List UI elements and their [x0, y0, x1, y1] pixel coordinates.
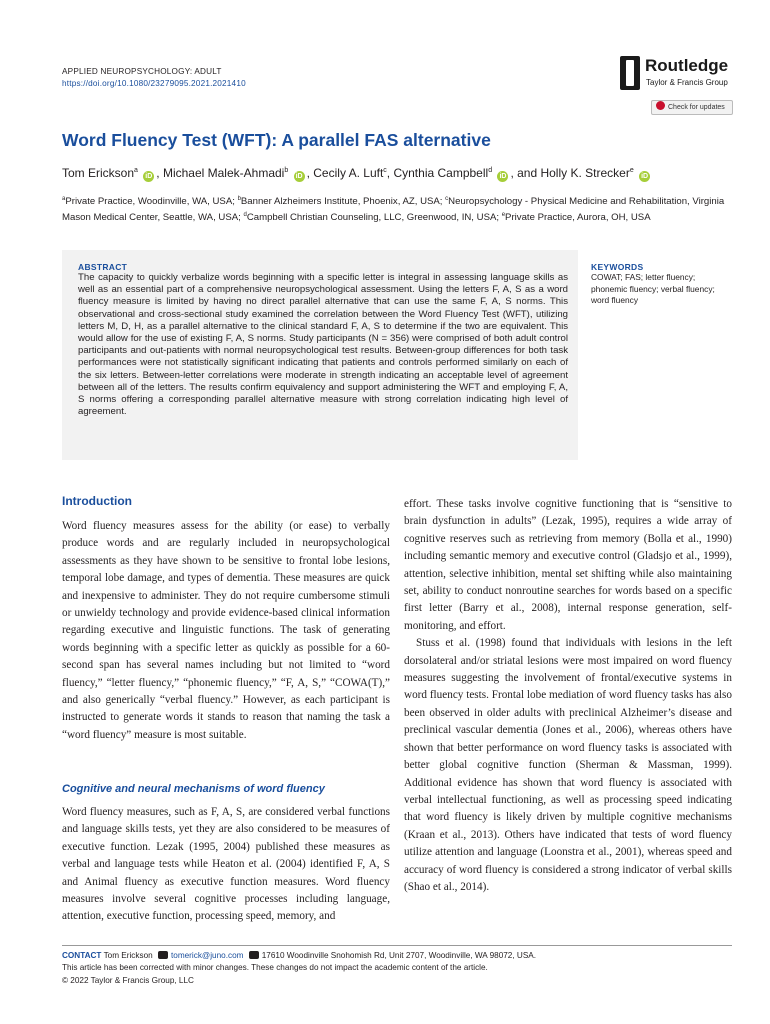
- author-affil-sup: e: [629, 167, 634, 174]
- author-name[interactable]: Michael Malek-Ahmadi: [162, 166, 285, 180]
- author-affil-sup: c: [383, 167, 387, 174]
- article-title: Word Fluency Test (WFT): A parallel FAS alternative: [62, 130, 491, 150]
- publisher-name: Routledge: [645, 56, 729, 75]
- orcid-icon[interactable]: iD: [641, 173, 649, 180]
- publisher-logo: [620, 56, 732, 92]
- paragraph: Stuss et al. (1998) found that individuals with lesions in the left dorsolateral and/or striatal lesions were most impaired on word fluency measures suggesting the involvement of frontal/executive systems in word fluency tests. Frontal lobe mediation of word fluency tasks has also been observed in older adults with preclinical Alzheimer’s disease and preclinical vascular dementia (Jones et al., 2006), whereas others have shown that better performance on word fluency tasks is associated with better global cognitive function (Sherman & Massman, 1999). Additional evidence has shown that word fluency is associated with verbal intellectual functioning, as well as processing speed indicating that word fluency is likely driven by multiple cognitive mechanisms (Kraan et al., 2013). Others have indicated that tests of word fluency utilize attention and language (Loonstra et al., 2001), whereas speed and accuracy of word fluency is considered a strong indicator of verbal skills (Shao et al., 2014).: [404, 637, 732, 893]
- right-column: [404, 496, 732, 896]
- affiliation: Banner Alzheimers Institute, Phoenix, AZ, USA;: [240, 196, 446, 208]
- check-updates-button[interactable]: [651, 100, 733, 115]
- footer-divider: [62, 945, 732, 946]
- correction-note: This article has been corrected with minor changes. These changes do not impact the academic content of the article.: [62, 963, 488, 973]
- journal-header: [62, 66, 246, 90]
- paragraph: Word fluency measures assess for the ability (or ease) to verbally produce words and are regularly included in neuropsychological assessments as they have shown to be sensitive to frontal lobe lesions, temporal lobe damage, and types of dementia. These measures are quick and inexpensive to administer. They do not require cumbersome stimuli or unwieldy technology and provide evidence-based clinical information regarding executive and linguistic functions. The task of generating words beginning with a specific letter as quickly as possible for a 60-second span has several names including but not limited to “word fluency,” “letter fluency,” “phonemic fluency,” “F, A, S,” “COWA(T),” and also generically “verbal fluency.” However, as each participant is instructed to generate words it stands to reason that naming the task a “word fluency” measure is most suitable.: [62, 520, 390, 741]
- doi-link[interactable]: https://doi.org/10.1080/23279095.2021.2021410: [62, 79, 246, 88]
- keywords-text: COWAT; FAS; letter fluency; phonemic fluency; verbal fluency; word fluency: [591, 272, 715, 306]
- email-icon: [158, 951, 168, 959]
- affiliation: Neuropsychology - Physical Medicine and Rehabilitation, Virginia Mason Medical Center, Seattle, WA, USA;: [62, 196, 725, 223]
- author-name[interactable]: Cecily A. Luft: [313, 166, 384, 180]
- contact-label: CONTACT: [62, 951, 102, 960]
- affil-sup: d: [243, 211, 247, 218]
- check-updates-label: Check for updates: [668, 104, 725, 111]
- abstract-heading: ABSTRACT: [78, 262, 128, 272]
- footer: [62, 950, 732, 987]
- affiliation: Private Practice, Woodinville, WA, USA;: [65, 196, 238, 208]
- left-column-lower: [62, 804, 390, 926]
- orcid-icon[interactable]: iD: [499, 173, 507, 180]
- contact-email[interactable]: tomerick@juno.com: [170, 951, 244, 960]
- affil-sup: b: [237, 196, 241, 202]
- paragraph: Word fluency measures, such as F, A, S, are considered verbal functions and language skills tests, yet they are also considered to be measures of executive function. Lezak (1995, 2004) published these measures as verbal and language tests while Heaton et al. (2004) identified F, A, S and Animal fluency as executive function measures. Word fluency measures involve several cognitive processes including language, attention, executive function, processing speed, memory, and: [62, 806, 390, 923]
- affil-sup: a: [62, 196, 66, 202]
- author-name[interactable]: Holly K. Strecker: [540, 166, 630, 180]
- subsection-heading: Cognitive and neural mechanisms of word fluency: [62, 783, 325, 795]
- keywords-heading: KEYWORDS: [591, 262, 644, 272]
- paragraph: effort. These tasks involve cognitive functioning that is “sensitive to brain dysfunction in adults” (Lezak, 1995), requires a wide array of cognitive reserves such as retrieving from memory (Bolla et al., 1990) including semantic memory and executive control (Gladsjo et al., 1999), attention, selective inhibition, mental set shifting while also maintaining set, ability to conduct nonroutine searches for words based on a specific first letter (Barry et al., 2008), internal response generation, self-monitoring, and effort.: [404, 498, 732, 632]
- copyright: © 2022 Taylor & Francis Group, LLC: [62, 975, 194, 985]
- author-affil-sup: a: [134, 167, 138, 174]
- affiliation: Private Practice, Aurora, OH, USA: [505, 211, 651, 223]
- contact-line: [62, 950, 732, 962]
- author-affil-sup: d: [488, 167, 493, 174]
- affiliations: [62, 193, 732, 225]
- author-name[interactable]: Tom Erickson: [62, 166, 135, 180]
- publisher-group: Taylor & Francis Group: [646, 78, 728, 87]
- address-icon: [249, 951, 259, 959]
- affil-sup: e: [501, 211, 506, 218]
- crossmark-icon: [656, 101, 665, 110]
- author-list: Tom Erickson$^a$ iD , Michael Malek-Ahmadi$^b$ iD , Cecily A. Luft$^c$, Cynthia Campbell$^d$ iD , and Holly K. Strecker$^e$ iD: [62, 166, 649, 180]
- section-heading-introduction: Introduction: [62, 494, 132, 508]
- affiliation: Campbell Christian Counseling, LLC, Greenwood, IN, USA;: [246, 211, 502, 223]
- journal-name: APPLIED NEUROPSYCHOLOGY: ADULT: [62, 67, 222, 76]
- contact-address: 17610 Woodinville Snohomish Rd, Unit 2707, Woodinville, WA 98072, USA.: [261, 951, 537, 960]
- abstract-text: The capacity to quickly verbalize words beginning with a specific letter is integral in assessing language skills as well as an essential part of a comprehensive neuropsychological assessment. Using the letters F, A, S as a word fluency measure is limited by having no direct parallel alternative that can use the same F, A, S norms. This observational and cross-sectional study examined the correlation between the Word Fluency Test (WFT), utilizing letters M, D, H, as a parallel alternative to the clinical standard F, A, S to determine if the two are equivalent. This would allow for the use of existing F, A, S norms. Study participants (N = 356) were comprised of both adult control participants and out-patients with normal neuropsychological test results. Between-group differences for both task performances were not statistically significant indicating that patients and controls performed similarly on each of the six letters. Between-letter correlations were moderate in strength indicating an acceptable level of agreement between all of the letters. The results confirm equivalency and support administering the WFT and employing F, A, S norms offering a corresponding parallel alternative measure with strong correlation indicating high level of agreement.: [78, 272, 568, 418]
- affil-sup: c: [445, 196, 449, 202]
- author-affil-sup: b: [284, 167, 289, 174]
- orcid-icon[interactable]: iD: [145, 173, 153, 180]
- author-name[interactable]: Cynthia Campbell: [393, 166, 489, 180]
- orcid-icon[interactable]: iD: [295, 173, 303, 180]
- contact-name: Tom Erickson: [103, 951, 153, 960]
- routledge-book-icon: [620, 56, 640, 90]
- left-column: [62, 518, 390, 744]
